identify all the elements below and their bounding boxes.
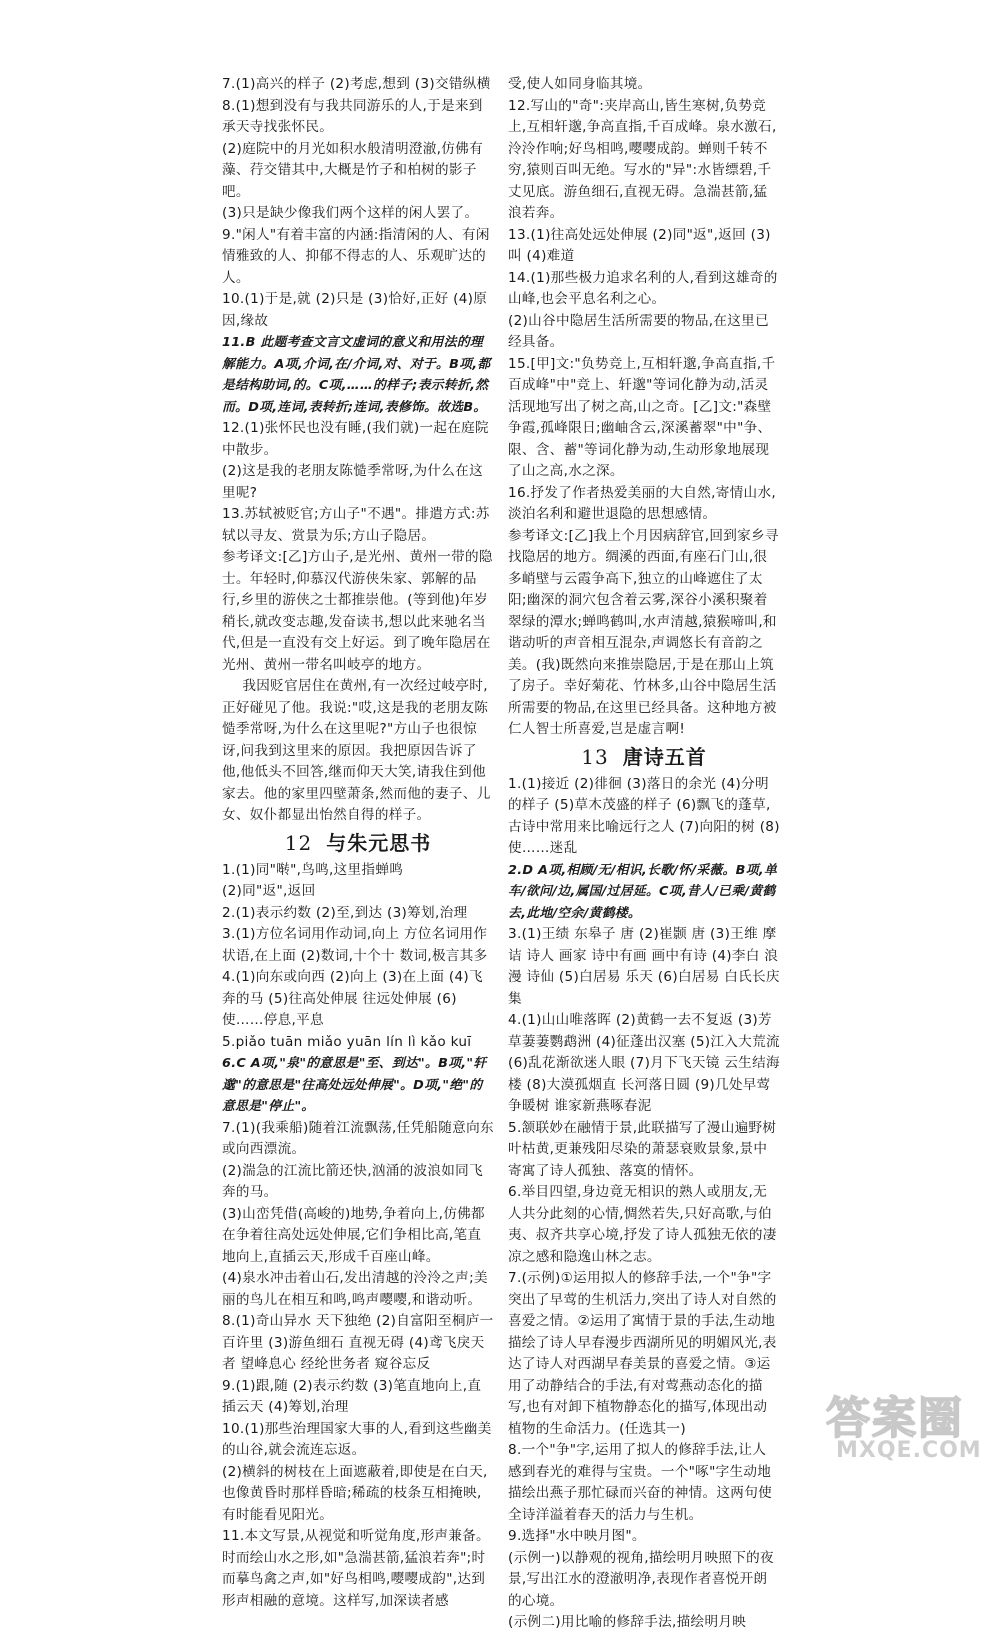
answer-paragraph: 我因贬官居住在黄州,有一次经过岐亭时,正好碰见了他。我说:"哎,这是我的老朋友陈慥季常呀,为什么在这里呢?"方山子也很惊讶,问我到这里来的原因。我把原因告诉了他,他低头不回答,继而仰天大笑,请我住到他家去。他的家里四壁萧条,然而他的妻子、儿女、奴仆都显出怡然自得的样子。 <box>222 678 491 823</box>
answer-paragraph: 12.写山的"奇":夹岸高山,皆生寒树,负势竞上,互相轩邈,争高直指,千百成峰。泉水激石,泠泠作响;好鸟相鸣,嘤嘤成韵。蝉则千转不穷,猿则百叫无绝。写水的"异":水皆缥碧,千丈见底。游鱼细石,直视无碍。急湍甚箭,猛浪若奔。 <box>508 97 777 221</box>
answer-paragraph: 8.(1)奇山异水 天下独绝 (2)自富阳至桐庐一百许里 (3)游鱼细石 直视无碍 (4)鸢飞戾天者 望峰息心 经纶世务者 窥谷忘反 <box>222 1313 494 1372</box>
answer-paragraph: 4.(1)向东或向西 (2)向上 (3)在上面 (4)飞奔的马 (5)往高处伸展 往远处伸展 (6)使……停息,平息 <box>222 969 483 1028</box>
answer-paragraph: 2.(1)表示约数 (2)至,到达 (3)筹划,治理 <box>222 904 468 921</box>
answer-paragraph: 14.(1)那些极力追求名利的人,看到这雄奇的山峰,也会平息名利之心。 <box>508 269 778 307</box>
answer-paragraph: 9.选择"水中映月图"。 <box>508 1528 646 1544</box>
answer-paragraph: 参考译文:[乙]我上个月因病辞官,回到家乡寻找隐居的地方。绸溪的西面,有座石门山,很多峭壁与云霞争高下,独立的山峰遮住了太阳;幽深的洞穴包含着云雾,深谷小溪积聚着翠绿的潭水;蝉鸣鹤叫,水声清越,猿猴啼叫,和谐动听的声音相互混杂,声调悠长有音韵之美。(我)既然向来推崇隐居,于是在那山上筑了房子。幸好菊花、竹林多,山谷中隐居生活所需要的物品,在这里已经具备。这种地方被仁人智士所喜爱,岂是虚言啊! <box>508 527 779 737</box>
answer-paragraph: 参考译文:[乙]方山子,是光州、黄州一带的隐士。年轻时,仰慕汉代游侠朱家、郭解的品行,乡里的游侠之士都推崇他。(等到他)年岁稍长,就改变志趣,发奋读书,想以此来驰名当代,但是一直没有交上好运。到了晚年隐居在光州、黄州一带名叫岐亭的地方。 <box>222 549 493 673</box>
answer-paragraph: 受,使人如同身临其境。 <box>508 76 652 92</box>
left-column <box>222 74 494 1612</box>
analysis-paragraph: 6.C A项,"泉"的意思是"至、到达"。B项,"轩邈"的意思是"往高处远处伸展"。D项,"绝"的意思是"停止"。 <box>222 1056 487 1114</box>
answer-paragraph: (3)只是缺少像我们两个这样的闲人罢了。 <box>222 205 479 221</box>
answer-paragraph: 16.抒发了作者热爱美丽的大自然,寄情山水,淡泊名利和避世退隐的思想感情。 <box>508 484 776 522</box>
answer-paragraph: (4)泉水冲击着山石,发出清越的泠泠之声;美丽的鸟儿在相互和鸣,鸣声嘤嘤,和谐动听。 <box>222 1270 488 1308</box>
answer-paragraph: 12.(1)张怀民也没有睡,(我们就)一起在庭院中散步。 <box>222 420 489 458</box>
answer-paragraph: 9."闲人"有着丰富的内涵:指清闲的人、有闲情雅致的人、抑郁不得志的人、乐观旷达的人。 <box>222 226 490 286</box>
answer-paragraph: 4.(1)山山唯落晖 (2)黄鹤一去不复返 (3)芳草萋萋鹦鹉洲 (4)征蓬出汉塞 (5)江入大荒流 (6)乱花渐欲迷人眼 (7)月下飞天镜 云生结海楼 (8)大漠孤烟直 长河落日圆 (9)几处早莺争暖树 谁家新燕啄春泥 <box>508 1012 785 1114</box>
right-column <box>508 74 785 1634</box>
answer-paragraph: 5.颔联妙在融情于景,此联描写了漫山遍野树叶枯黄,更兼残阳尽染的萧瑟衰败景象,景中寄寓了诗人孤独、落寞的情怀。 <box>508 1119 777 1179</box>
answer-paragraph: 13.苏轼被贬官;方山子"不遇"。排遣方式:苏轼以寻友、赏景为乐;方山子隐居。 <box>222 506 490 544</box>
watermark-url: MXQE.COM <box>836 1438 982 1463</box>
answer-paragraph: (2)山谷中隐居生活所需要的物品,在这里已经具备。 <box>508 312 769 350</box>
answer-paragraph: (2)这是我的老朋友陈慥季常呀,为什么在这里呢? <box>222 463 483 501</box>
answer-paragraph: (示例一)以静观的视角,描绘明月映照下的夜景,写出江水的澄澈明净,表现作者喜悦开朗的心境。 <box>508 1549 774 1609</box>
section-number: 12 <box>284 830 313 855</box>
answer-paragraph: 15.[甲]文:"负势竞上,互相轩邈,争高直指,千百成峰"中"竞上、轩邈"等词化静为动,活灵活现地写出了树之高,山之奇。[乙]文:"森壁争霞,孤峰限日;幽岫含云,深溪蓄翠"中"争、限、含、蓄"等词化静为动,生动形象地展现了山之高,水之深。 <box>508 355 776 479</box>
answer-paragraph: (2)湍急的江流比箭还快,汹涌的波浪如同飞奔的马。 <box>222 1162 483 1200</box>
answer-paragraph: 5.piǎo tuān miǎo yuān lín lì kǎo kuī <box>222 1033 472 1050</box>
section-heading <box>222 828 494 858</box>
answer-paragraph: 9.(1)跟,随 (2)表示约数 (3)笔直地向上,直插云天 (4)筹划,治理 <box>222 1377 482 1415</box>
answer-paragraph: 13.(1)往高处远处伸展 (2)同"返",返回 (3)叫 (4)难道 <box>508 226 771 264</box>
answer-paragraph: (2)横斜的树枝在上面遮蔽着,即使是在白天,也像黄昏时那样昏暗;稀疏的枝条互相掩映,有时能看见阳光。 <box>222 1463 488 1523</box>
section-title: 与朱元思书 <box>326 830 432 855</box>
answer-paragraph: 3.(1)方位名词用作动词,向上 方位名词用作状语,在上面 (2)数词,十个十 数词,极言其多 <box>222 926 488 964</box>
answer-paragraph: (2)同"返",返回 <box>222 883 316 899</box>
answer-paragraph: 8.一个"争"字,运用了拟人的修辞手法,让人感到春光的难得与宝贵。一个"啄"字生动地描绘出燕子那忙碌而兴奋的神情。这两句使全诗洋溢着春天的活力与生机。 <box>508 1442 772 1523</box>
answer-paragraph: (示例二)用比喻的修辞手法,描绘明月映 <box>508 1614 747 1630</box>
answer-paragraph: 7.(1)高兴的样子 (2)考虑,想到 (3)交错纵横 <box>222 76 491 92</box>
answer-paragraph: (3)山峦凭借(高峻的)地势,争着向上,仿佛都在争着往高处远处伸展,它们争相比高,笔直地向上,直插云天,形成千百座山峰。 <box>222 1205 485 1265</box>
section-title: 唐诗五首 <box>622 744 707 769</box>
watermark-logo <box>818 1382 998 1468</box>
answer-paragraph: 10.(1)那些治理国家大事的人,看到这些幽美的山谷,就会流连忘返。 <box>222 1420 492 1458</box>
answer-paragraph: 1.(1)接近 (2)徘徊 (3)落日的余光 (4)分明的样子 (5)草木茂盛的样子 (6)飘飞的蓬草,古诗中常用来比喻远行之人 (7)向阳的树 (8)使……迷乱 <box>508 775 780 856</box>
watermark-text: 答案圈 <box>826 1393 964 1444</box>
answer-paragraph: 10.(1)于是,就 (2)只是 (3)恰好,正好 (4)原因,缘故 <box>222 291 488 329</box>
analysis-paragraph: 11.B 此题考查文言文虚词的意义和用法的理解能力。A项,介词,在/介词,对、对于。B项,都是结构助词,的。C项,……的样子;表示转折,然而。D项,连词,表转折;连词,表修饰。故选B。 <box>222 335 491 415</box>
answer-paragraph: 11.本文写景,从视觉和听觉角度,形声兼备。时而绘山水之形,如"急湍甚箭,猛浪若奔";时而摹鸟禽之声,如"好鸟相鸣,嘤嘤成韵",达到形声相融的意境。这样写,加深读者感 <box>222 1528 490 1609</box>
answer-paragraph: 1.(1)同"啭",鸟鸣,这里指蝉鸣 <box>222 861 404 878</box>
answer-paragraph: 8.(1)想到没有与我共同游乐的人,于是来到承天寺找张怀民。 <box>222 97 483 135</box>
analysis-paragraph: 2.D A项,相顾/无/相识,长歌/怀/采薇。B项,单车/欲问/边,属国/过居延。C项,昔人/已乘/黄鹤去,此地/空余/黄鹤楼。 <box>508 862 778 921</box>
section-number: 13 <box>581 744 609 769</box>
section-heading <box>508 742 780 772</box>
answer-paragraph: 7.(1)(我乘船)随着江流飘荡,任凭船随意向东或向西漂流。 <box>222 1119 494 1157</box>
answer-paragraph: (2)庭院中的月光如积水般清明澄澈,仿佛有藻、荇交错其中,大概是竹子和柏树的影子吧。 <box>222 140 483 200</box>
answer-paragraph: 3.(1)王绩 东皋子 唐 (2)崔颢 唐 (3)王维 摩诘 诗人 画家 诗中有画 画中有诗 (4)李白 浪漫 诗仙 (5)白居易 乐天 (6)白居易 白氏长庆集 <box>508 926 780 1007</box>
answer-paragraph: 7.(示例)①运用拟人的修辞手法,一个"争"字突出了早莺的生机活力,突出了诗人对自然的喜爱之情。②运用了寓情于景的手法,生动地描绘了诗人早春漫步西湖所见的明媚风光,表达了诗人对西湖早春美景的喜爱之情。③运用了动静结合的手法,有对莺燕动态化的描写,也有对卸下植物静态化的描写,体现出动植物的生命活力。(任选其一) <box>508 1270 777 1437</box>
answer-paragraph: 6.举目四望,身边竟无相识的熟人或朋友,无人共分此刻的心情,惆然若失,只好高歌,与伯夷、叔齐共享心境,抒发了诗人孤独无依的凄凉之感和隐逸山林之志。 <box>508 1184 777 1265</box>
